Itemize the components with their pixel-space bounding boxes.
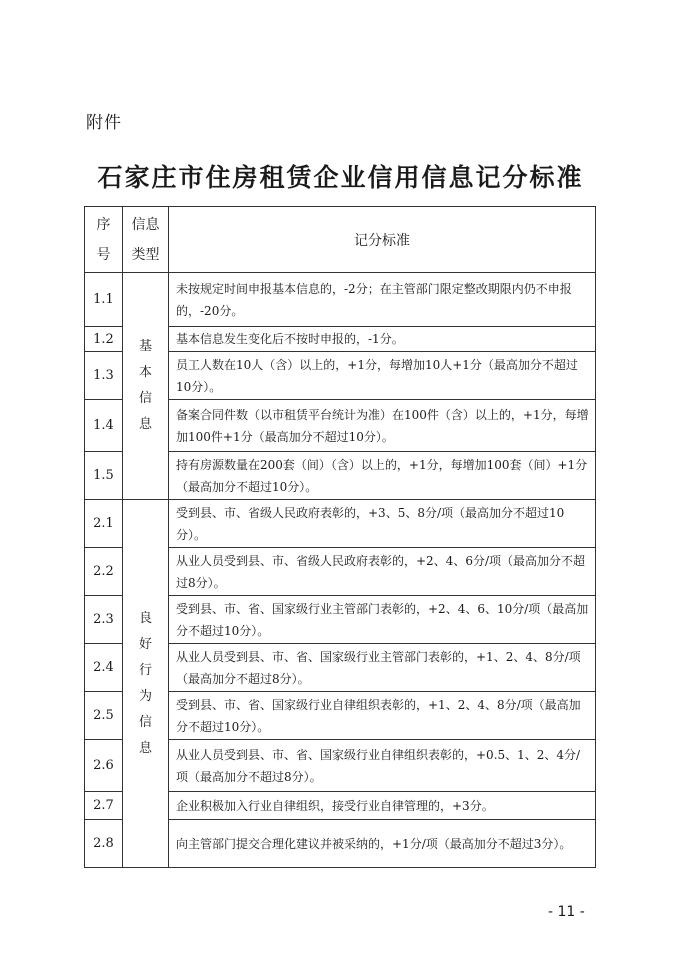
attachment-label: 附件 [86,113,122,133]
category-char: 本 [138,365,152,380]
table-header-row [85,207,596,273]
category-char: 好 [138,636,152,652]
row-standard: 从业人员受到县、市、省、国家级行业自律组织表彰的，+0.5、1、2、4分/项（最高加分不超过8分）。 [169,740,596,792]
category-char: 行 [138,662,152,678]
header-type [123,207,169,273]
row-number: 1.1 [85,273,123,327]
row-standard: 备案合同件数（以市租赁平台统计为准）在100件（含）以上的，+1分，每增加100件+1分（最高加分不超过10分）。 [169,400,596,452]
row-standard: 企业积极加入行业自律组织，接受行业自律管理的，+3分。 [169,792,596,820]
header-no [85,207,123,273]
category-good-conduct [123,500,169,868]
row-standard: 向主管部门提交合理化建议并被采纳的，+1分/项（最高加分不超过3分）。 [169,820,596,868]
page-title: 石家庄市住房租赁企业信用信息记分标准 [97,163,584,192]
row-number: 2.3 [85,596,123,644]
header-type-line1: 信息 [131,216,160,233]
table-row [85,273,596,327]
row-standard: 受到县、市、省、国家级行业主管部门表彰的，+2、4、6、10分/项（最高加分不超过10分）。 [169,596,596,644]
header-no-line2: 号 [96,246,111,263]
category-char: 为 [138,688,152,704]
row-number: 2.6 [85,740,123,792]
category-char: 息 [138,740,152,756]
row-number: 2.4 [85,644,123,692]
row-number: 2.8 [85,820,123,868]
row-standard: 员工人数在10人（含）以上的，+1分，每增加10人+1分（最高加分不超过10分）。 [169,352,596,400]
row-number: 2.7 [85,792,123,820]
page-number: - 11 - [548,904,585,920]
row-number: 2.5 [85,692,123,740]
row-standard: 受到县、市、省级人民政府表彰的，+3、5、8分/项（最高加分不超过10分）。 [169,500,596,548]
row-number: 1.5 [85,452,123,500]
row-number: 1.4 [85,400,123,452]
row-number: 1.3 [85,352,123,400]
row-standard: 从业人员受到县、市、省级人民政府表彰的，+2、4、6分/项（最高加分不超过8分）。 [169,548,596,596]
header-no-line1: 序 [96,216,111,233]
row-number: 2.2 [85,548,123,596]
category-char: 基 [138,339,152,354]
category-char: 信 [138,391,152,406]
header-type-line2: 类型 [131,246,160,263]
row-standard: 未按规定时间申报基本信息的，-2分；在主管部门限定整改期限内仍不申报的，-20分。 [169,273,596,327]
category-char: 息 [138,417,152,432]
row-standard: 基本信息发生变化后不按时申报的，-1分。 [169,327,596,352]
row-standard: 受到县、市、省、国家级行业自律组织表彰的，+1、2、4、8分/项（最高加分不超过10分）。 [169,692,596,740]
row-number: 2.1 [85,500,123,548]
scoring-table [84,206,596,868]
header-standard: 记分标准 [169,207,596,273]
row-standard: 从业人员受到县、市、省、国家级行业主管部门表彰的，+1、2、4、8分/项（最高加分不超过8分）。 [169,644,596,692]
row-number: 1.2 [85,327,123,352]
category-char: 信 [138,714,152,730]
category-char: 良 [138,610,152,626]
category-basic-info [123,273,169,500]
row-standard: 持有房源数量在200套（间）（含）以上的，+1分，每增加100套（间）+1分（最高加分不超过10分）。 [169,452,596,500]
table-row [85,500,596,548]
